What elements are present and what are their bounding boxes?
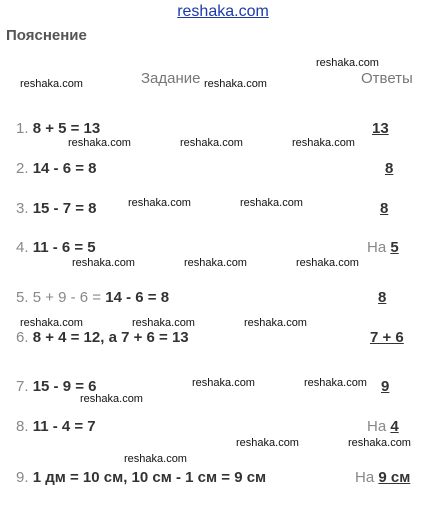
row-answer: 8 bbox=[380, 200, 389, 217]
watermark: reshaka.com bbox=[20, 317, 83, 329]
watermark: reshaka.com bbox=[124, 453, 187, 465]
answer-row-8 bbox=[367, 418, 399, 435]
task-row-9 bbox=[16, 469, 266, 486]
task-row-6 bbox=[16, 329, 189, 346]
row-answer: 7 + 6 bbox=[370, 329, 404, 346]
row-answer: 4 bbox=[390, 418, 399, 435]
section-title: Пояснение bbox=[6, 27, 87, 44]
row-expression: 11 - 4 = 7 bbox=[32, 418, 96, 435]
watermark: reshaka.com bbox=[72, 257, 135, 269]
row-expression-prefix: 5 + 9 - 6 = bbox=[32, 289, 102, 306]
row-answer: 9 bbox=[381, 378, 390, 395]
answer-row-7 bbox=[381, 378, 389, 395]
watermark: reshaka.com bbox=[128, 197, 191, 209]
watermark: reshaka.com bbox=[204, 78, 267, 90]
watermark: reshaka.com bbox=[348, 437, 411, 449]
row-number: 1. bbox=[16, 120, 29, 137]
watermark: reshaka.com bbox=[240, 197, 303, 209]
row-expression: 1 дм = 10 см, 10 см - 1 см = 9 см bbox=[32, 469, 267, 486]
watermark: reshaka.com bbox=[20, 78, 83, 90]
row-number: 8. bbox=[16, 418, 29, 435]
row-number: 5. bbox=[16, 289, 29, 306]
watermark: reshaka.com bbox=[236, 437, 299, 449]
row-number: 3. bbox=[16, 200, 29, 217]
row-expression: 14 - 6 = 8 bbox=[105, 289, 170, 306]
answer-row-5 bbox=[378, 289, 386, 306]
row-answer-prefix: На bbox=[367, 239, 387, 256]
task-row-5 bbox=[16, 289, 169, 306]
task-row-4 bbox=[16, 239, 96, 256]
answers-column-header: Ответы bbox=[361, 70, 413, 87]
row-expression: 11 - 6 = 5 bbox=[32, 239, 96, 256]
row-answer: 13 bbox=[372, 120, 389, 137]
watermark: reshaka.com bbox=[184, 257, 247, 269]
watermark: reshaka.com bbox=[292, 137, 355, 149]
row-expression: 8 + 4 = 12, а 7 + 6 = 13 bbox=[32, 329, 189, 346]
row-expression: 15 - 9 = 6 bbox=[32, 378, 97, 395]
row-answer: 8 bbox=[378, 289, 387, 306]
row-number: 4. bbox=[16, 239, 29, 256]
task-row-1 bbox=[16, 120, 100, 137]
row-number: 2. bbox=[16, 160, 29, 177]
watermark: reshaka.com bbox=[68, 137, 131, 149]
watermark: reshaka.com bbox=[316, 57, 379, 69]
row-expression: 8 + 5 = 13 bbox=[32, 120, 101, 137]
row-number: 9. bbox=[16, 469, 29, 486]
watermark: reshaka.com bbox=[244, 317, 307, 329]
task-row-2 bbox=[16, 160, 96, 177]
answer-row-4 bbox=[367, 239, 399, 256]
row-answer-prefix: На bbox=[355, 469, 375, 486]
answer-row-6 bbox=[370, 329, 404, 346]
task-row-3 bbox=[16, 200, 96, 217]
watermark: reshaka.com bbox=[296, 257, 359, 269]
row-answer: 9 см bbox=[378, 469, 411, 486]
task-column-header: Задание bbox=[141, 70, 201, 87]
watermark: reshaka.com bbox=[132, 317, 195, 329]
row-number: 7. bbox=[16, 378, 29, 395]
row-answer: 5 bbox=[390, 239, 399, 256]
watermark: reshaka.com bbox=[80, 393, 143, 405]
watermark: reshaka.com bbox=[180, 137, 243, 149]
watermark: reshaka.com bbox=[304, 377, 367, 389]
row-answer: 8 bbox=[385, 160, 394, 177]
row-expression: 15 - 7 = 8 bbox=[32, 200, 97, 217]
site-link[interactable]: reshaka.com bbox=[177, 3, 269, 20]
watermark: reshaka.com bbox=[192, 377, 255, 389]
answer-row-2 bbox=[385, 160, 393, 177]
task-row-7 bbox=[16, 378, 96, 395]
answer-row-9 bbox=[355, 469, 410, 486]
answer-row-1 bbox=[372, 120, 389, 137]
task-row-8 bbox=[16, 418, 96, 435]
answer-row-3 bbox=[380, 200, 388, 217]
row-expression: 14 - 6 = 8 bbox=[32, 160, 97, 177]
row-answer-prefix: На bbox=[367, 418, 387, 435]
row-number: 6. bbox=[16, 329, 29, 346]
